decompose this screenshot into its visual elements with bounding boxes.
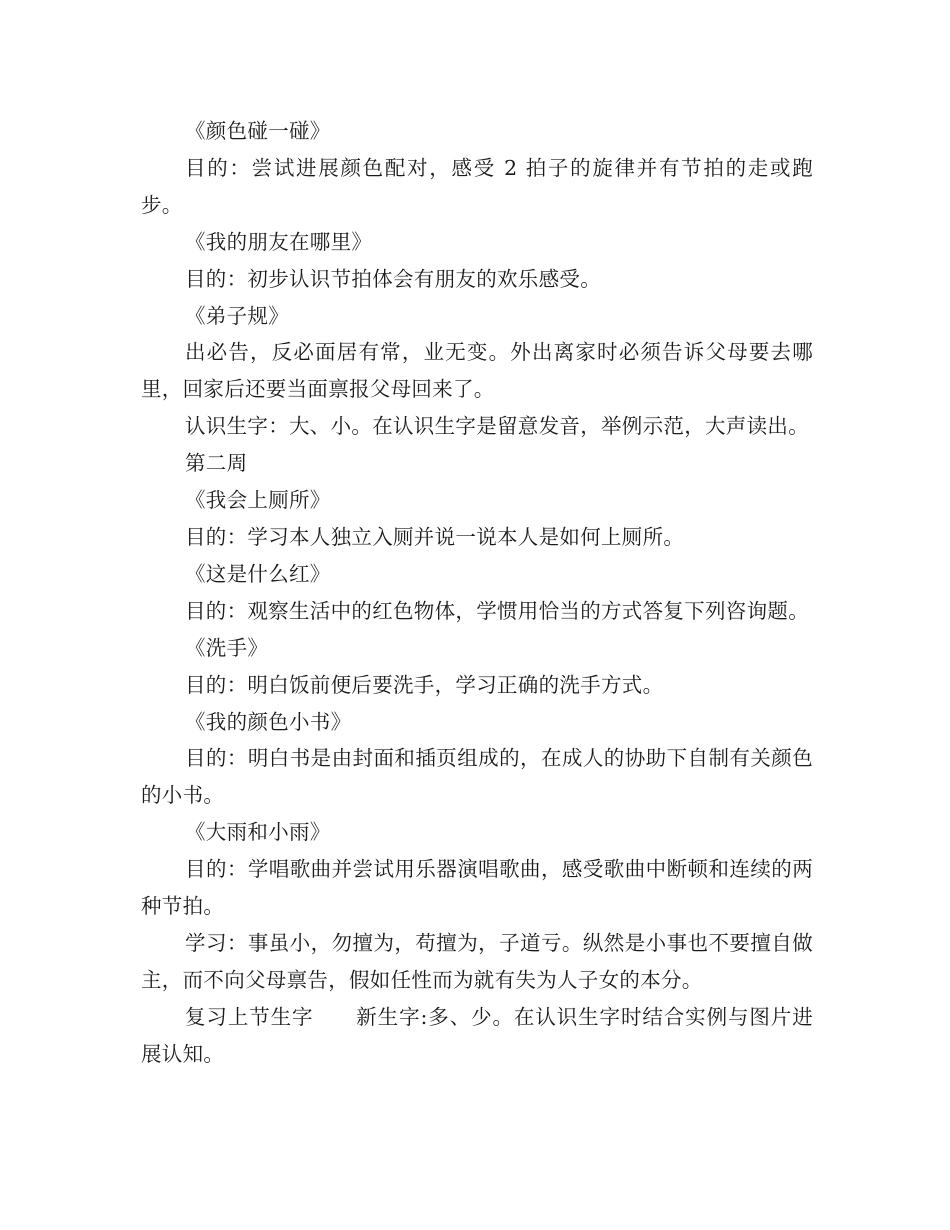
dizigui-paragraph: 出必告，反必面居有常，业无变。外出离家时必须告诉父母要去哪里，回家后还要当面禀报父母回来了。 bbox=[141, 340, 813, 402]
title-wode-pengyou: 《我的朋友在哪里》 bbox=[185, 229, 373, 254]
title-xishou: 《洗手》 bbox=[185, 635, 269, 660]
title-yanse-peng: 《颜色碰一碰》 bbox=[185, 119, 331, 143]
goal-paragraph: 目的：尝试进展颜色配对，感受 2 拍子的旋律并有节拍的走或跑步。 bbox=[141, 155, 813, 217]
title-dizigui: 《弟子规》 bbox=[185, 303, 289, 328]
goal-paragraph: 目的：学习本人独立入厕并说一说本人是如何上厕所。 bbox=[185, 524, 685, 549]
goal-paragraph: 目的：明白书是由封面和插页组成的，在成人的协助下自制有关颜色的小书。 bbox=[141, 746, 813, 808]
document-body bbox=[141, 113, 813, 1073]
title-dayu-xiaoyu: 《大雨和小雨》 bbox=[185, 820, 331, 845]
goal-paragraph: 目的：观察生活中的红色物体，学惯用恰当的方式答复下列咨询题。 bbox=[185, 598, 809, 623]
title-yanse-xiaoshu: 《我的颜色小书》 bbox=[185, 709, 352, 734]
title-shang-cesuo: 《我会上厕所》 bbox=[185, 488, 331, 513]
goal-paragraph: 目的：学唱歌曲并尝试用乐器演唱歌曲，感受歌曲中断顿和连续的两种节拍。 bbox=[141, 857, 813, 919]
study-paragraph: 学习：事虽小，勿擅为，苟擅为，子道亏。纵然是小事也不要擅自做主，而不向父母禀告，假如任性而为就有失为人子女的本分。 bbox=[141, 930, 813, 992]
title-shenme-hong: 《这是什么红》 bbox=[185, 561, 331, 586]
goal-paragraph: 目的：明白饭前便后要洗手，学习正确的洗手方式。 bbox=[185, 672, 664, 697]
new-characters-paragraph: 认识生字：大、小。在认识生字是留意发音，举例示范，大声读出。 bbox=[185, 414, 809, 439]
goal-paragraph: 目的：初步认识节拍体会有朋友的欢乐感受。 bbox=[185, 266, 601, 291]
review-characters-paragraph: 复习上节生字 新生字:多、少。在认识生字时结合实例与图片进展认知。 bbox=[141, 1004, 813, 1066]
week-heading: 第二周 bbox=[185, 451, 248, 476]
